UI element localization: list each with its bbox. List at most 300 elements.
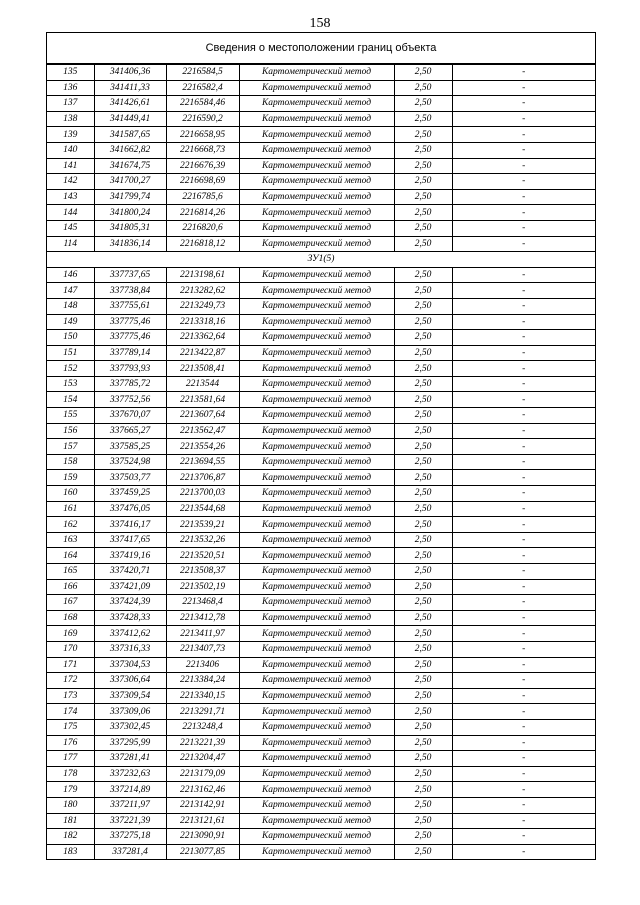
method-cell: Картометрический метод — [239, 579, 394, 595]
table-row — [47, 486, 595, 502]
x-coordinate-cell: 341411,33 — [94, 80, 166, 96]
table-row — [47, 283, 595, 299]
y-coordinate-cell: 2213162,46 — [166, 782, 239, 798]
point-number-cell: 182 — [47, 829, 94, 845]
table-row — [47, 797, 595, 813]
point-number-cell: 148 — [47, 298, 94, 314]
point-number-cell: 139 — [47, 127, 94, 143]
method-cell: Картометрический метод — [239, 65, 394, 81]
x-coordinate-cell: 337503,77 — [94, 470, 166, 486]
x-coordinate-cell: 341805,31 — [94, 220, 166, 236]
table-row — [47, 673, 595, 689]
table-row — [47, 829, 595, 845]
y-coordinate-cell: 2213532,26 — [166, 532, 239, 548]
y-coordinate-cell: 2216676,39 — [166, 158, 239, 174]
accuracy-cell: 2,50 — [394, 65, 452, 81]
x-coordinate-cell: 337306,64 — [94, 673, 166, 689]
accuracy-cell: 2,50 — [394, 641, 452, 657]
description-cell: - — [452, 595, 595, 611]
x-coordinate-cell: 337214,89 — [94, 782, 166, 798]
y-coordinate-cell: 2216668,73 — [166, 142, 239, 158]
description-cell: - — [452, 688, 595, 704]
page-number: 158 — [309, 16, 331, 31]
x-coordinate-cell: 337211,97 — [94, 797, 166, 813]
x-coordinate-cell: 337281,41 — [94, 751, 166, 767]
method-cell: Картометрический метод — [239, 330, 394, 346]
point-number-cell: 170 — [47, 641, 94, 657]
method-cell: Картометрический метод — [239, 657, 394, 673]
point-number-cell: 147 — [47, 283, 94, 299]
description-cell: - — [452, 564, 595, 580]
point-number-cell: 161 — [47, 501, 94, 517]
point-number-cell: 177 — [47, 751, 94, 767]
table-row — [47, 361, 595, 377]
y-coordinate-cell: 2213362,64 — [166, 330, 239, 346]
description-cell: - — [452, 829, 595, 845]
point-number-cell: 136 — [47, 80, 94, 96]
method-cell: Картометрический метод — [239, 688, 394, 704]
description-cell: - — [452, 283, 595, 299]
method-cell: Картометрический метод — [239, 610, 394, 626]
description-cell: - — [452, 111, 595, 127]
method-cell: Картометрический метод — [239, 408, 394, 424]
accuracy-cell: 2,50 — [394, 766, 452, 782]
accuracy-cell: 2,50 — [394, 345, 452, 361]
table-row — [47, 719, 595, 735]
y-coordinate-cell: 2213502,19 — [166, 579, 239, 595]
description-cell: - — [452, 735, 595, 751]
y-coordinate-cell: 2216814,26 — [166, 205, 239, 221]
point-number-cell: 151 — [47, 345, 94, 361]
method-cell: Картометрический метод — [239, 111, 394, 127]
table-row — [47, 189, 595, 205]
y-coordinate-cell: 2213539,21 — [166, 517, 239, 533]
accuracy-cell: 2,50 — [394, 267, 452, 283]
accuracy-cell: 2,50 — [394, 220, 452, 236]
table-row — [47, 564, 595, 580]
description-cell: - — [452, 517, 595, 533]
x-coordinate-cell: 337304,53 — [94, 657, 166, 673]
y-coordinate-cell: 2216584,5 — [166, 65, 239, 81]
table-row — [47, 298, 595, 314]
x-coordinate-cell: 341700,27 — [94, 174, 166, 190]
y-coordinate-cell: 2213581,64 — [166, 392, 239, 408]
method-cell: Картометрический метод — [239, 423, 394, 439]
accuracy-cell: 2,50 — [394, 782, 452, 798]
accuracy-cell: 2,50 — [394, 142, 452, 158]
table-row — [47, 96, 595, 112]
x-coordinate-cell: 337412,62 — [94, 626, 166, 642]
description-cell: - — [452, 127, 595, 143]
y-coordinate-cell: 2216584,46 — [166, 96, 239, 112]
table-title: Сведения о местоположении границ объекта — [47, 33, 595, 64]
accuracy-cell: 2,50 — [394, 111, 452, 127]
description-cell: - — [452, 330, 595, 346]
x-coordinate-cell: 337221,39 — [94, 813, 166, 829]
y-coordinate-cell: 2213508,41 — [166, 361, 239, 377]
point-number-cell: 164 — [47, 548, 94, 564]
method-cell: Картометрический метод — [239, 548, 394, 564]
y-coordinate-cell: 2213544,68 — [166, 501, 239, 517]
x-coordinate-cell: 337428,33 — [94, 610, 166, 626]
point-number-cell: 168 — [47, 610, 94, 626]
method-cell: Картометрический метод — [239, 127, 394, 143]
x-coordinate-cell: 341426,61 — [94, 96, 166, 112]
table-row — [47, 844, 595, 859]
description-cell: - — [452, 532, 595, 548]
description-cell: - — [452, 96, 595, 112]
y-coordinate-cell: 2216818,12 — [166, 236, 239, 252]
accuracy-cell: 2,50 — [394, 813, 452, 829]
point-number-cell: 155 — [47, 408, 94, 424]
table-row — [47, 174, 595, 190]
method-cell: Картометрический метод — [239, 298, 394, 314]
y-coordinate-cell: 2213248,4 — [166, 719, 239, 735]
table-row — [47, 688, 595, 704]
point-number-cell: 156 — [47, 423, 94, 439]
y-coordinate-cell: 2213204,47 — [166, 751, 239, 767]
accuracy-cell: 2,50 — [394, 501, 452, 517]
y-coordinate-cell: 2213508,37 — [166, 564, 239, 580]
description-cell: - — [452, 267, 595, 283]
x-coordinate-cell: 337524,98 — [94, 454, 166, 470]
y-coordinate-cell: 2213221,39 — [166, 735, 239, 751]
table-row — [47, 470, 595, 486]
method-cell: Картометрический метод — [239, 532, 394, 548]
method-cell: Картометрический метод — [239, 376, 394, 392]
x-coordinate-cell: 337585,25 — [94, 439, 166, 455]
table-row — [47, 439, 595, 455]
accuracy-cell: 2,50 — [394, 283, 452, 299]
accuracy-cell: 2,50 — [394, 844, 452, 859]
accuracy-cell: 2,50 — [394, 80, 452, 96]
y-coordinate-cell: 2216820,6 — [166, 220, 239, 236]
description-cell: - — [452, 813, 595, 829]
y-coordinate-cell: 2213406 — [166, 657, 239, 673]
method-cell: Картометрический метод — [239, 174, 394, 190]
accuracy-cell: 2,50 — [394, 205, 452, 221]
point-number-cell: 172 — [47, 673, 94, 689]
description-cell: - — [452, 174, 595, 190]
table-row — [47, 751, 595, 767]
description-cell: - — [452, 704, 595, 720]
description-cell: - — [452, 408, 595, 424]
accuracy-cell: 2,50 — [394, 532, 452, 548]
method-cell: Картометрический метод — [239, 314, 394, 330]
table-row — [47, 423, 595, 439]
section-row — [47, 252, 595, 268]
accuracy-cell: 2,50 — [394, 423, 452, 439]
table-row — [47, 345, 595, 361]
y-coordinate-cell: 2213562,47 — [166, 423, 239, 439]
description-cell: - — [452, 65, 595, 81]
method-cell: Картометрический метод — [239, 189, 394, 205]
table-row — [47, 813, 595, 829]
x-coordinate-cell: 337309,06 — [94, 704, 166, 720]
y-coordinate-cell: 2213340,15 — [166, 688, 239, 704]
boundary-table-sheet — [46, 32, 596, 860]
x-coordinate-cell: 337417,65 — [94, 532, 166, 548]
y-coordinate-cell: 2213077,85 — [166, 844, 239, 859]
table-row — [47, 626, 595, 642]
table-row — [47, 517, 595, 533]
point-number-cell: 176 — [47, 735, 94, 751]
y-coordinate-cell: 2213554,26 — [166, 439, 239, 455]
x-coordinate-cell: 337755,61 — [94, 298, 166, 314]
point-number-cell: 135 — [47, 65, 94, 81]
y-coordinate-cell: 2213090,91 — [166, 829, 239, 845]
accuracy-cell: 2,50 — [394, 376, 452, 392]
description-cell: - — [452, 439, 595, 455]
y-coordinate-cell: 2213121,61 — [166, 813, 239, 829]
table-row — [47, 392, 595, 408]
x-coordinate-cell: 337793,93 — [94, 361, 166, 377]
accuracy-cell: 2,50 — [394, 189, 452, 205]
accuracy-cell: 2,50 — [394, 704, 452, 720]
point-number-cell: 160 — [47, 486, 94, 502]
x-coordinate-cell: 337232,63 — [94, 766, 166, 782]
accuracy-cell: 2,50 — [394, 719, 452, 735]
point-number-cell: 162 — [47, 517, 94, 533]
point-number-cell: 153 — [47, 376, 94, 392]
x-coordinate-cell: 337424,39 — [94, 595, 166, 611]
accuracy-cell: 2,50 — [394, 673, 452, 689]
x-coordinate-cell: 341799,74 — [94, 189, 166, 205]
description-cell: - — [452, 782, 595, 798]
accuracy-cell: 2,50 — [394, 579, 452, 595]
point-number-cell: 173 — [47, 688, 94, 704]
y-coordinate-cell: 2213706,87 — [166, 470, 239, 486]
point-number-cell: 167 — [47, 595, 94, 611]
x-coordinate-cell: 337421,09 — [94, 579, 166, 595]
accuracy-cell: 2,50 — [394, 735, 452, 751]
y-coordinate-cell: 2216785,6 — [166, 189, 239, 205]
x-coordinate-cell: 337670,07 — [94, 408, 166, 424]
method-cell: Картометрический метод — [239, 735, 394, 751]
x-coordinate-cell: 337665,27 — [94, 423, 166, 439]
accuracy-cell: 2,50 — [394, 595, 452, 611]
accuracy-cell: 2,50 — [394, 127, 452, 143]
method-cell: Картометрический метод — [239, 501, 394, 517]
method-cell: Картометрический метод — [239, 439, 394, 455]
description-cell: - — [452, 205, 595, 221]
point-number-cell: 114 — [47, 236, 94, 252]
description-cell: - — [452, 719, 595, 735]
table-row — [47, 454, 595, 470]
coordinates-table — [47, 64, 595, 859]
method-cell: Картометрический метод — [239, 361, 394, 377]
method-cell: Картометрический метод — [239, 486, 394, 502]
point-number-cell: 180 — [47, 797, 94, 813]
x-coordinate-cell: 337416,17 — [94, 517, 166, 533]
method-cell: Картометрический метод — [239, 345, 394, 361]
y-coordinate-cell: 2213282,62 — [166, 283, 239, 299]
point-number-cell: 145 — [47, 220, 94, 236]
point-number-cell: 169 — [47, 626, 94, 642]
table-row — [47, 408, 595, 424]
table-row — [47, 532, 595, 548]
x-coordinate-cell: 337737,65 — [94, 267, 166, 283]
y-coordinate-cell: 2213544 — [166, 376, 239, 392]
method-cell: Картометрический метод — [239, 782, 394, 798]
x-coordinate-cell: 337789,14 — [94, 345, 166, 361]
y-coordinate-cell: 2213422,87 — [166, 345, 239, 361]
method-cell: Картометрический метод — [239, 220, 394, 236]
method-cell: Картометрический метод — [239, 454, 394, 470]
description-cell: - — [452, 376, 595, 392]
x-coordinate-cell: 337752,56 — [94, 392, 166, 408]
y-coordinate-cell: 2216590,2 — [166, 111, 239, 127]
description-cell: - — [452, 361, 595, 377]
accuracy-cell: 2,50 — [394, 96, 452, 112]
method-cell: Картометрический метод — [239, 236, 394, 252]
y-coordinate-cell: 2216698,69 — [166, 174, 239, 190]
point-number-cell: 163 — [47, 532, 94, 548]
point-number-cell: 140 — [47, 142, 94, 158]
point-number-cell: 154 — [47, 392, 94, 408]
description-cell: - — [452, 423, 595, 439]
table-row — [47, 158, 595, 174]
table-row — [47, 314, 595, 330]
table-row — [47, 548, 595, 564]
description-cell: - — [452, 626, 595, 642]
method-cell: Картометрический метод — [239, 641, 394, 657]
x-coordinate-cell: 337281,4 — [94, 844, 166, 859]
accuracy-cell: 2,50 — [394, 158, 452, 174]
table-row — [47, 80, 595, 96]
point-number-cell: 138 — [47, 111, 94, 127]
accuracy-cell: 2,50 — [394, 564, 452, 580]
method-cell: Картометрический метод — [239, 813, 394, 829]
x-coordinate-cell: 337775,46 — [94, 330, 166, 346]
y-coordinate-cell: 2213142,91 — [166, 797, 239, 813]
y-coordinate-cell: 2216582,4 — [166, 80, 239, 96]
description-cell: - — [452, 579, 595, 595]
accuracy-cell: 2,50 — [394, 548, 452, 564]
y-coordinate-cell: 2213384,24 — [166, 673, 239, 689]
method-cell: Картометрический метод — [239, 158, 394, 174]
method-cell: Картометрический метод — [239, 626, 394, 642]
table-row — [47, 267, 595, 283]
y-coordinate-cell: 2213694,55 — [166, 454, 239, 470]
accuracy-cell: 2,50 — [394, 829, 452, 845]
point-number-cell: 178 — [47, 766, 94, 782]
point-number-cell: 183 — [47, 844, 94, 859]
section-label: ЗУ1(5) — [47, 252, 595, 268]
x-coordinate-cell: 337785,72 — [94, 376, 166, 392]
x-coordinate-cell: 337738,84 — [94, 283, 166, 299]
accuracy-cell: 2,50 — [394, 174, 452, 190]
x-coordinate-cell: 341449,41 — [94, 111, 166, 127]
point-number-cell: 159 — [47, 470, 94, 486]
accuracy-cell: 2,50 — [394, 626, 452, 642]
point-number-cell: 144 — [47, 205, 94, 221]
method-cell: Картометрический метод — [239, 704, 394, 720]
table-row — [47, 111, 595, 127]
y-coordinate-cell: 2216658,95 — [166, 127, 239, 143]
table-row — [47, 236, 595, 252]
accuracy-cell: 2,50 — [394, 236, 452, 252]
accuracy-cell: 2,50 — [394, 657, 452, 673]
description-cell: - — [452, 142, 595, 158]
x-coordinate-cell: 337302,45 — [94, 719, 166, 735]
y-coordinate-cell: 2213179,09 — [166, 766, 239, 782]
point-number-cell: 171 — [47, 657, 94, 673]
method-cell: Картометрический метод — [239, 595, 394, 611]
accuracy-cell: 2,50 — [394, 470, 452, 486]
x-coordinate-cell: 341662,82 — [94, 142, 166, 158]
method-cell: Картометрический метод — [239, 797, 394, 813]
method-cell: Картометрический метод — [239, 751, 394, 767]
x-coordinate-cell: 337309,54 — [94, 688, 166, 704]
description-cell: - — [452, 501, 595, 517]
point-number-cell: 157 — [47, 439, 94, 455]
table-row — [47, 579, 595, 595]
x-coordinate-cell: 337295,99 — [94, 735, 166, 751]
y-coordinate-cell: 2213318,16 — [166, 314, 239, 330]
accuracy-cell: 2,50 — [394, 797, 452, 813]
x-coordinate-cell: 337419,16 — [94, 548, 166, 564]
x-coordinate-cell: 341587,65 — [94, 127, 166, 143]
method-cell: Картометрический метод — [239, 267, 394, 283]
description-cell: - — [452, 844, 595, 859]
description-cell: - — [452, 641, 595, 657]
description-cell: - — [452, 298, 595, 314]
accuracy-cell: 2,50 — [394, 486, 452, 502]
method-cell: Картометрический метод — [239, 80, 394, 96]
description-cell: - — [452, 657, 595, 673]
table-row — [47, 65, 595, 81]
x-coordinate-cell: 337476,05 — [94, 501, 166, 517]
table-row — [47, 782, 595, 798]
table-row — [47, 220, 595, 236]
point-number-cell: 179 — [47, 782, 94, 798]
accuracy-cell: 2,50 — [394, 439, 452, 455]
point-number-cell: 146 — [47, 267, 94, 283]
table-row — [47, 735, 595, 751]
table-row — [47, 704, 595, 720]
description-cell: - — [452, 454, 595, 470]
x-coordinate-cell: 337459,25 — [94, 486, 166, 502]
table-row — [47, 127, 595, 143]
description-cell: - — [452, 610, 595, 626]
table-row — [47, 610, 595, 626]
point-number-cell: 149 — [47, 314, 94, 330]
x-coordinate-cell: 341674,75 — [94, 158, 166, 174]
description-cell: - — [452, 189, 595, 205]
method-cell: Картометрический метод — [239, 564, 394, 580]
description-cell: - — [452, 486, 595, 502]
description-cell: - — [452, 345, 595, 361]
point-number-cell: 181 — [47, 813, 94, 829]
x-coordinate-cell: 337775,46 — [94, 314, 166, 330]
table-row — [47, 142, 595, 158]
y-coordinate-cell: 2213407,73 — [166, 641, 239, 657]
description-cell: - — [452, 470, 595, 486]
x-coordinate-cell: 341800,24 — [94, 205, 166, 221]
table-row — [47, 766, 595, 782]
method-cell: Картометрический метод — [239, 96, 394, 112]
accuracy-cell: 2,50 — [394, 517, 452, 533]
y-coordinate-cell: 2213412,78 — [166, 610, 239, 626]
description-cell: - — [452, 797, 595, 813]
point-number-cell: 143 — [47, 189, 94, 205]
y-coordinate-cell: 2213468,4 — [166, 595, 239, 611]
point-number-cell: 166 — [47, 579, 94, 595]
accuracy-cell: 2,50 — [394, 408, 452, 424]
method-cell: Картометрический метод — [239, 829, 394, 845]
accuracy-cell: 2,50 — [394, 751, 452, 767]
